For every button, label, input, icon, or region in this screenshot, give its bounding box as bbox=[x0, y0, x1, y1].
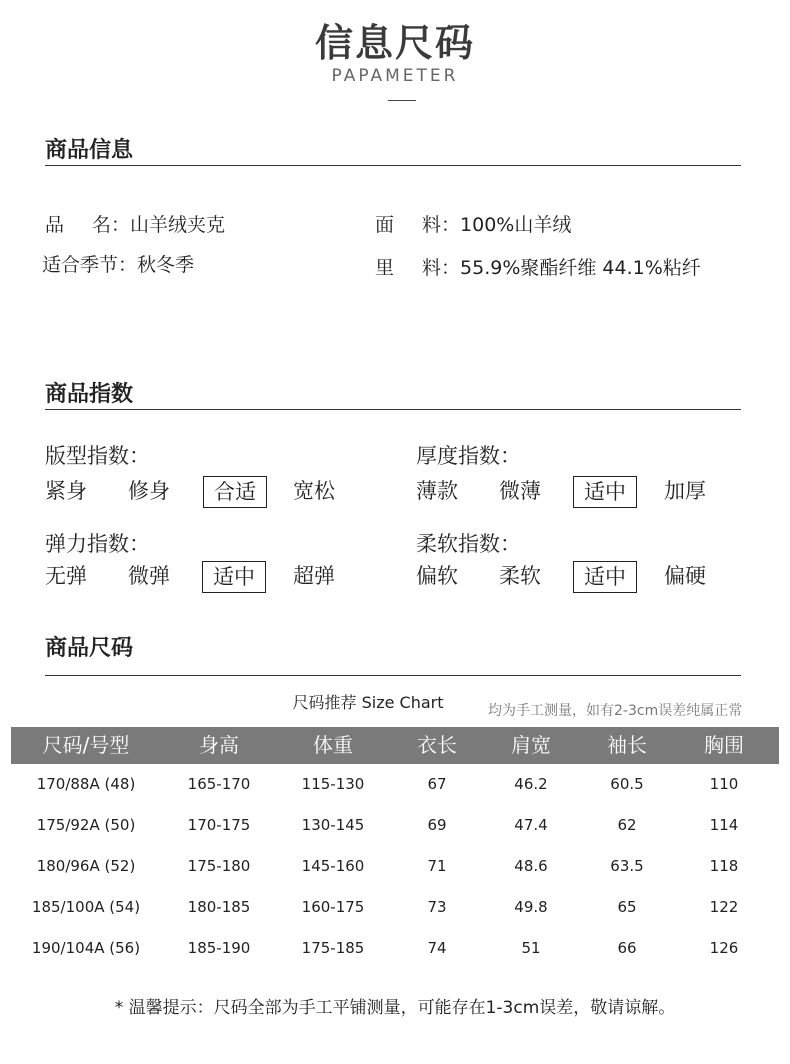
table-cell: 62 bbox=[617, 816, 637, 834]
table-cell: 175/92A (50) bbox=[36, 816, 136, 834]
table-row bbox=[11, 805, 779, 846]
table-cell: 126 bbox=[709, 939, 739, 957]
info-label: 适合季节 bbox=[42, 254, 119, 276]
info-value: ：100%山羊绒 bbox=[441, 214, 572, 236]
elasticity-index-label: 弹力指数： bbox=[45, 532, 150, 556]
table-row bbox=[11, 887, 779, 928]
table-row bbox=[11, 928, 779, 969]
table-cell: 49.8 bbox=[514, 898, 548, 916]
column-header: 胸围 bbox=[704, 733, 744, 757]
table-cell: 118 bbox=[709, 857, 739, 875]
page-subtitle: PAPAMETER bbox=[331, 66, 459, 86]
softness-index-label: 柔软指数： bbox=[416, 532, 521, 556]
softness-option-selected: 适中 bbox=[573, 561, 637, 593]
table-cell: 51 bbox=[521, 939, 541, 957]
column-header: 肩宽 bbox=[511, 733, 551, 757]
table-cell: 65 bbox=[617, 898, 637, 916]
elasticity-option: 微弹 bbox=[128, 564, 170, 588]
fit-index-label: 版型指数： bbox=[45, 444, 150, 468]
table-cell: 46.2 bbox=[514, 775, 548, 793]
elasticity-option: 无弹 bbox=[45, 564, 87, 588]
table-cell: 115-130 bbox=[301, 775, 365, 793]
thickness-option: 加厚 bbox=[664, 479, 706, 503]
table-cell: 71 bbox=[427, 857, 447, 875]
thickness-option-selected: 适中 bbox=[573, 476, 637, 508]
table-cell: 122 bbox=[709, 898, 739, 916]
thickness-option: 薄款 bbox=[416, 479, 458, 503]
size-chart-note: 均为手工测量，如有2-3cm误差纯属正常 bbox=[488, 703, 743, 719]
elasticity-option: 超弹 bbox=[293, 564, 335, 588]
table-cell: 114 bbox=[709, 816, 739, 834]
thickness-option: 微薄 bbox=[499, 479, 541, 503]
thickness-index-label: 厚度指数： bbox=[416, 444, 521, 468]
info-label: 面料 bbox=[375, 214, 470, 236]
table-cell: 48.6 bbox=[514, 857, 548, 875]
size-table-header bbox=[11, 727, 779, 764]
title-divider bbox=[388, 100, 416, 101]
page-title: 信息尺码 bbox=[314, 21, 475, 65]
column-header: 身高 bbox=[199, 733, 239, 757]
table-cell: 165-170 bbox=[187, 775, 251, 793]
table-cell: 170/88A (48) bbox=[36, 775, 136, 793]
table-cell: 47.4 bbox=[514, 816, 548, 834]
table-row bbox=[11, 846, 779, 887]
column-header: 体重 bbox=[313, 733, 353, 757]
section-title-product-info: 商品信息 bbox=[45, 138, 134, 163]
info-lining bbox=[375, 253, 701, 280]
column-header: 尺码/号型 bbox=[42, 733, 130, 757]
section-divider bbox=[45, 165, 741, 166]
info-value: ：山羊绒夹克 bbox=[111, 214, 226, 236]
table-cell: 190/104A (56) bbox=[31, 939, 141, 957]
column-header: 衣长 bbox=[417, 733, 457, 757]
info-label: 品名 bbox=[45, 214, 140, 236]
table-cell: 145-160 bbox=[301, 857, 365, 875]
fit-option: 修身 bbox=[128, 479, 170, 503]
table-cell: 175-180 bbox=[187, 857, 251, 875]
info-value: ：55.9%聚酯纤维 44.1%粘纤 bbox=[441, 257, 701, 279]
info-fabric bbox=[375, 210, 571, 237]
softness-option: 柔软 bbox=[499, 564, 541, 588]
table-cell: 130-145 bbox=[301, 816, 365, 834]
table-cell: 74 bbox=[427, 939, 447, 957]
elasticity-option-selected: 适中 bbox=[202, 561, 266, 593]
table-cell: 63.5 bbox=[610, 857, 644, 875]
table-cell: 175-185 bbox=[301, 939, 365, 957]
info-value: ：秋冬季 bbox=[118, 254, 195, 276]
table-cell: 160-175 bbox=[301, 898, 365, 916]
info-season bbox=[42, 250, 194, 277]
fit-option: 紧身 bbox=[45, 479, 87, 503]
info-product-name bbox=[45, 210, 225, 237]
table-cell: 60.5 bbox=[610, 775, 644, 793]
table-cell: 185-190 bbox=[187, 939, 251, 957]
table-row bbox=[11, 764, 779, 805]
table-cell: 66 bbox=[617, 939, 637, 957]
table-cell: 180-185 bbox=[187, 898, 251, 916]
table-cell: 180/96A (52) bbox=[36, 857, 136, 875]
fit-option-selected: 合适 bbox=[203, 476, 267, 508]
softness-option: 偏软 bbox=[416, 564, 458, 588]
section-divider bbox=[45, 675, 741, 676]
section-title-product-index: 商品指数 bbox=[45, 382, 134, 407]
column-header: 袖长 bbox=[607, 733, 647, 757]
table-cell: 170-175 bbox=[187, 816, 251, 834]
table-cell: 185/100A (54) bbox=[31, 898, 141, 916]
section-divider bbox=[45, 409, 741, 410]
table-cell: 67 bbox=[427, 775, 447, 793]
size-chart-caption: 尺码推荐 Size Chart bbox=[292, 693, 444, 712]
table-cell: 73 bbox=[427, 898, 447, 916]
table-cell: 110 bbox=[709, 775, 739, 793]
softness-option: 偏硬 bbox=[664, 564, 706, 588]
info-label: 里料 bbox=[375, 257, 470, 279]
table-cell: 69 bbox=[427, 816, 447, 834]
size-footnote: * 温馨提示：尺码全部为手工平铺测量，可能存在1-3cm误差，敬请谅解。 bbox=[114, 998, 676, 1018]
fit-option: 宽松 bbox=[293, 479, 335, 503]
section-title-size: 商品尺码 bbox=[45, 636, 134, 661]
